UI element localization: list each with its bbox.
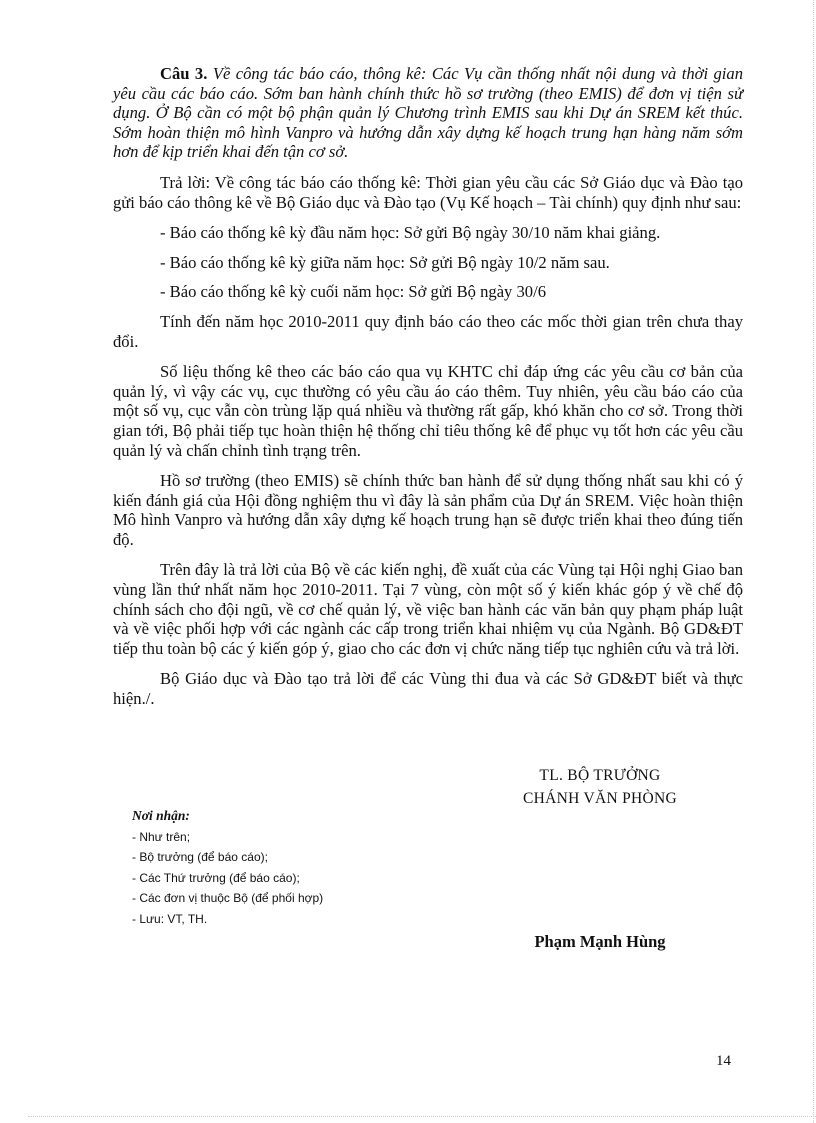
question-paragraph <box>113 64 743 162</box>
question-lead: Câu 3. <box>160 64 208 83</box>
bullet-item: - Báo cáo thống kê kỳ cuối năm học: Sở gửi Bộ ngày 30/6 <box>160 282 546 302</box>
body-paragraph: Hồ sơ trường (theo EMIS) sẽ chính thức ban hành để sử dụng thống nhất sau khi có ý kiến đánh giá của Hội đồng nghiệm thu vì đây là sản phẩm của Dự án SREM. Việc hoàn thiện Mô hình Vanpro và hướng dẫn xây dựng kế hoạch trung hạn sẽ được triển khai theo đúng tiến độ. <box>113 471 743 549</box>
signature-block <box>470 764 730 810</box>
recipient-item: - Lưu: VT, TH. <box>132 911 208 926</box>
page-number: 14 <box>716 1053 731 1069</box>
answer-intro: Trả lời: Về công tác báo cáo thống kê: Thời gian yêu cầu các Sở Giáo dục và Đào tạo gửi báo cáo thông kê về Bộ Giáo dục và Đào tạo (Vụ Kế hoạch – Tài chính) quy định như sau: <box>113 172 743 212</box>
bullet-item: - Báo cáo thống kê kỳ giữa năm học: Sở gửi Bộ ngày 10/2 năm sau. <box>160 252 610 272</box>
recipients-title: Nơi nhận: <box>132 808 190 823</box>
closing-paragraph: Bộ Giáo dục và Đào tạo trả lời để các Vùng thi đua và các Sở GD&ĐT biết và thực hiện./. <box>113 669 743 709</box>
body-paragraph: Tính đến năm học 2010-2011 quy định báo cáo theo các mốc thời gian trên chưa thay đổi. <box>113 311 743 351</box>
document-body <box>113 64 743 720</box>
recipient-item: - Bộ trưởng (để báo cáo); <box>132 850 268 864</box>
recipients-block <box>132 806 462 929</box>
body-paragraph: Trên đây là trả lời của Bộ về các kiến nghị, đề xuất của các Vùng tại Hội nghị Giao ban vùng lần thứ nhất năm học 2010-2011. Tại 7 vùng, còn một số ý kiến khác góp ý về chế độ chính sách cho đội ngũ, về cơ chế quản lý, về việc ban hành các văn bản quy phạm pháp luật và về việc phối hợp với các ngành các cấp trong triển khai nhiệm vụ của Ngành. Bộ GD&ĐT tiếp thu toàn bộ các ý kiến góp ý, giao cho các đơn vị chức năng tiếp tục nghiên cứu và trả lời. <box>113 560 743 658</box>
body-paragraph: Số liệu thống kê theo các báo cáo qua vụ KHTC chỉ đáp ứng các yêu cầu cơ bản của quản lý, vì vậy các vụ, cục thường có yêu cầu áo cáo thêm. Tuy nhiên, yêu cầu báo cáo của một số vụ, cục vẫn còn trùng lặp quá nhiều và thường rất gấp, khó khăn cho cơ sở. Trong thời gian tới, Bộ phải tiếp tục hoàn thiện hệ thống chỉ tiêu thống kê để phục vụ tốt hơn các yêu cầu quản lý và chấn chỉnh tình trạng trên. <box>113 362 743 460</box>
question-text: Về công tác báo cáo, thông kê: Các Vụ cần thống nhất nội dung và thời gian yêu cầu các báo cáo. Sớm ban hành chính thức hồ sơ trường (theo EMIS) để đơn vị tiện sử dụng. Ở Bộ cần có một bộ phận quản lý Chương trình EMIS sau khi Dự án SREM kết thúc. Sớm hoàn thiện mô hình Vanpro và hướng dẫn xây dựng kế hoạch trung hạn hàng năm sớm hơn để kịp triển khai đến tận cơ sở. <box>113 64 744 162</box>
page-bottom-divider <box>28 1116 816 1117</box>
recipient-item: - Như trên; <box>132 829 191 844</box>
recipient-item: - Các đơn vị thuộc Bộ (để phối hợp) <box>132 891 324 905</box>
page-right-divider <box>813 0 814 1123</box>
bullet-item: - Báo cáo thống kê kỳ đầu năm học: Sở gửi Bộ ngày 30/10 năm khai giảng. <box>160 223 661 243</box>
signature-office: CHÁNH VĂN PHÒNG <box>522 790 678 807</box>
signature-title: TL. BỘ TRƯỞNG <box>539 767 661 784</box>
signer-name: Phạm Mạnh Hùng <box>534 932 666 951</box>
recipient-item: - Các Thứ trưởng (để báo cáo); <box>132 870 300 885</box>
